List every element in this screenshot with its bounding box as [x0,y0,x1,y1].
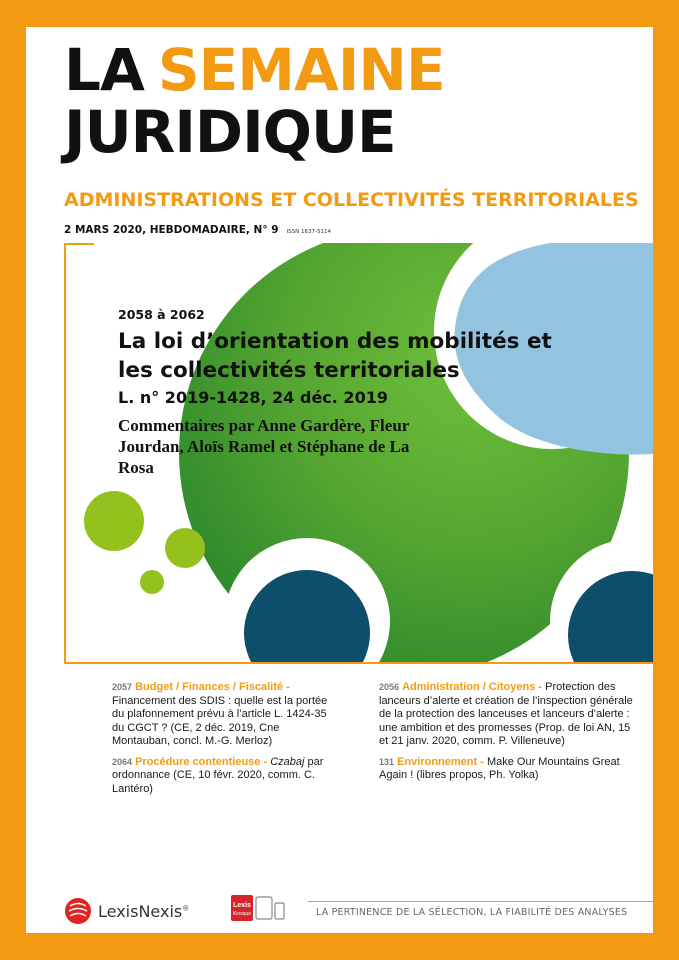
entry-number: 131 [379,756,395,767]
entry-text: Financement des SDIS : quelle est la portée du plafonnement prévu à l’article L. 1424-35 du CGCT ? (CE, 2 déc. 2019, Cne Montauban, concl. M.-G. Merloz) [112,694,328,747]
masthead-semaine: SEMAINE [157,36,445,104]
masthead-la: LA [64,36,144,104]
registered-mark: ® [182,904,190,913]
entry-category: Environnement - [397,755,484,768]
entry-number: 2056 [379,682,400,692]
entry-text-rest: par ordonnance (CE, 10 févr. 2020, comm. C. Lantéro) [112,755,324,795]
lime-dot-medium [165,528,205,568]
masthead-line-1 [64,36,445,104]
publisher-name-text: LexisNexis [98,901,183,921]
issue-line [64,224,331,236]
magazine-cover [26,27,653,933]
entry-text: Protection des lanceurs d’alerte et création de l’inspection générale de la protection des lanceuses et lanceurs d’alerte : une ambition et des promesses (Prop. de loi AN, 15 et 21 janv. 2020, comm. P. Villeneuve) [379,681,633,747]
feature-reference: 2058 à 2062 [118,307,205,322]
edition-subtitle: ADMINISTRATIONS ET COLLECTIVITÉS TERRITORIALES [64,189,639,211]
kiosque-label-top: Lexis [233,902,251,909]
contents-entry[interactable] [112,756,340,797]
issue-date: 2 MARS 2020, HEBDOMADAIRE, N° 9 [64,224,279,236]
entry-number: 2057 [112,682,133,692]
lexis-kiosque-badge[interactable] [231,893,285,928]
lime-dot-large [84,491,144,551]
feature-frame-left [64,243,66,663]
contents-entry[interactable] [379,681,641,749]
feature-headline: La loi d’orientation des mobilités et les collectivités territoriales [118,329,552,383]
kiosque-devices-icon [231,893,285,923]
masthead-juridique: JURIDIQUE [64,98,396,166]
lime-dot-small [140,570,164,594]
contents-entry[interactable] [379,756,641,783]
lexisnexis-logo[interactable] [64,897,189,925]
publisher-name [98,902,189,921]
entry-category: Administration / Citoyens - [402,681,543,693]
entry-category: Budget / Finances / Fiscalité - [135,681,290,693]
feature-law-reference: L. n° 2019-1428, 24 déc. 2019 [118,388,388,407]
feature-frame-bottom [64,662,653,664]
footer-divider [308,901,653,902]
entry-text: Make Our Mountains Great Again ! (libres propos, Ph. Yolka) [379,755,620,781]
feature-authors: Commentaires par Anne Gardère, Fleur Jourdan, Aloïs Ramel et Stéphane de La Rosa [118,416,410,477]
feature-frame-top [64,243,94,245]
footer-tagline: LA PERTINENCE DE LA SÉLECTION, LA FIABILITÉ DES ANALYSES [316,907,628,918]
lexisnexis-emblem-icon [64,897,92,925]
issn: ISSN 1637-5114 [286,229,331,235]
kiosque-label-bottom: Kiosque [232,911,252,917]
contents-column-left [112,681,340,803]
contents-column-right [379,681,641,790]
entry-category: Procédure contentieuse - [135,755,268,768]
entry-text-italic: Czabaj [270,755,305,768]
entry-number: 2064 [112,756,133,767]
contents-entry[interactable] [112,681,340,749]
feature-panel [64,243,653,663]
